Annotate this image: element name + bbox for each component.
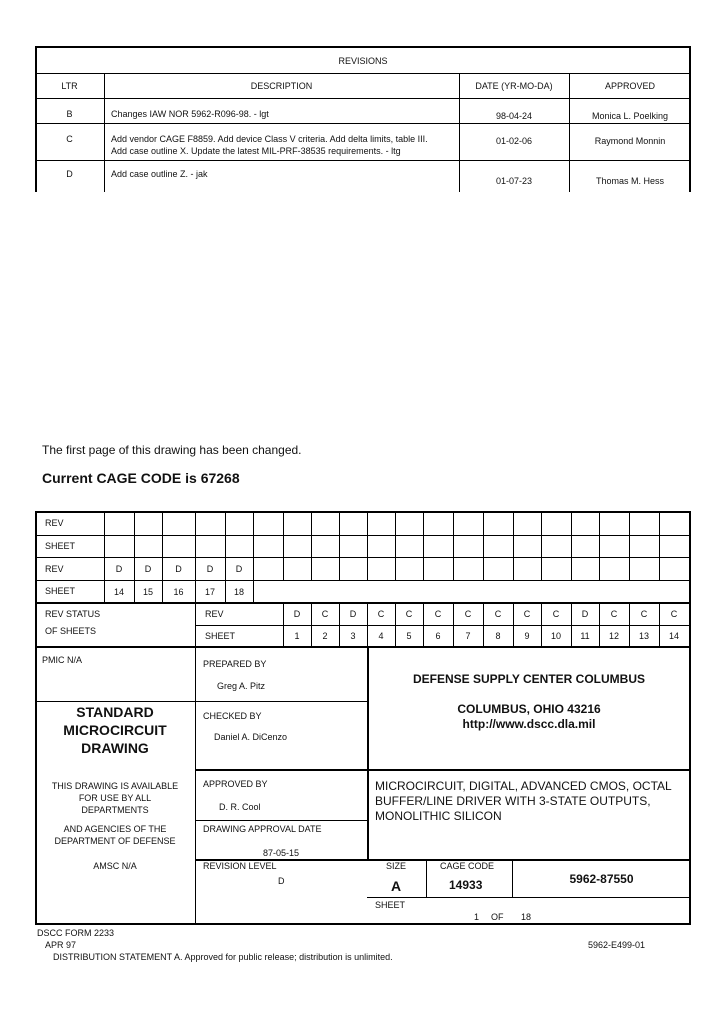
changed-notice: The first page of this drawing has been changed.	[42, 443, 302, 457]
drawing-title-line1: MICROCIRCUIT, DIGITAL, ADVANCED CMOS, OCTAL	[375, 779, 672, 793]
revisions-header-approved: APPROVED	[604, 81, 655, 91]
prepared-by-name: Greg A. Pitz	[217, 681, 266, 691]
rev-status-sheet-cell: 7	[465, 631, 471, 641]
rev-status-sheet-cell: 12	[608, 631, 619, 641]
availability-line3: DEPARTMENTS	[81, 805, 149, 815]
cage-code-label: CAGE CODE	[440, 861, 495, 871]
rev-status-rev-cell: C	[640, 609, 648, 619]
form-number: DSCC FORM 2233	[37, 928, 115, 938]
grid-sheet-cell: 15	[142, 587, 153, 597]
revision-row-approved: Monica L. Poelking	[591, 111, 669, 121]
drawing-title-line3: MONOLITHIC SILICON	[375, 809, 502, 823]
grid-sheet-cell: 17	[204, 587, 215, 597]
grid-rev-cell: D	[206, 564, 214, 574]
dscc-url[interactable]: http://www.dscc.dla.mil	[462, 717, 596, 731]
rev-status-rev-cell: C	[523, 609, 531, 619]
rev-status-sheet-cell: 3	[350, 631, 356, 641]
grid-sheet-cell: 14	[113, 587, 124, 597]
rev-status-rev-cell: C	[434, 609, 442, 619]
grid-rev-label: REV	[45, 564, 64, 574]
approval-date-label: DRAWING APPROVAL DATE	[203, 824, 322, 834]
grid-sheet-cell: 16	[173, 587, 184, 597]
grid-rev-label: REV	[45, 518, 64, 528]
revision-level-label: REVISION LEVEL	[203, 861, 277, 871]
prepared-by-label: PREPARED BY	[203, 659, 267, 669]
revision-row-description: Changes IAW NOR 5962-R096-98. - lgt	[111, 109, 269, 119]
sheet-number: 1	[474, 912, 480, 922]
revision-row-ltr: C	[66, 134, 73, 144]
rev-status-sheet-cell: 11	[580, 631, 590, 641]
drawing-number: 5962-87550	[569, 872, 634, 886]
revision-row-approved: Raymond Monnin	[594, 136, 666, 146]
revisions-title: REVISIONS	[338, 56, 388, 66]
rev-status-sheet-cell: 6	[435, 631, 441, 641]
rev-status-sheet-cell: 9	[524, 631, 530, 641]
rev-status-rev-cell: D	[349, 609, 357, 619]
revision-row-description: Add case outline Z. - jak	[111, 169, 208, 179]
rev-status-sheet-cell: 5	[406, 631, 412, 641]
pmic-label: PMIC N/A	[42, 655, 83, 665]
standard-title-line3: DRAWING	[81, 740, 149, 756]
standard-title-line2: MICROCIRCUIT	[63, 722, 167, 738]
size-label: SIZE	[386, 861, 407, 871]
revision-row-description-line2: Add case outline X. Update the latest MIL-PRF-38535 requirements. - ltg	[111, 146, 401, 156]
agencies-line1: AND AGENCIES OF THE	[63, 824, 167, 834]
revision-level-value: D	[278, 876, 285, 886]
rev-status-sheet-cell: 10	[550, 631, 561, 641]
distribution-statement: DISTRIBUTION STATEMENT A. Approved for public release; distribution is unlimited.	[53, 952, 393, 962]
sheet-label: SHEET	[375, 900, 406, 910]
rev-status-rev-cell: C	[610, 609, 618, 619]
grid-sheet-cell: 18	[233, 587, 244, 597]
rev-status-rev-cell: D	[293, 609, 301, 619]
revision-row-date: 98-04-24	[495, 111, 533, 121]
agencies-line2: DEPARTMENT OF DEFENSE	[54, 836, 176, 846]
grid-sheet-label: SHEET	[45, 586, 76, 596]
grid-sheet-label: SHEET	[45, 541, 76, 551]
rev-status-rev-label: REV	[205, 609, 224, 619]
availability-line2: FOR USE BY ALL	[78, 793, 152, 803]
rev-status-sheet-cell: 13	[638, 631, 649, 641]
rev-status-rev-cell: C	[405, 609, 413, 619]
revision-row-date: 01-02-06	[495, 136, 533, 146]
revision-row-ltr: B	[66, 109, 73, 119]
grid-rev-cell: D	[144, 564, 152, 574]
availability-line1: THIS DRAWING IS AVAILABLE	[51, 781, 179, 791]
rev-status-rev-cell: C	[670, 609, 678, 619]
dscc-city: COLUMBUS, OHIO 43216	[457, 702, 601, 716]
rev-status-rev-cell: C	[464, 609, 472, 619]
rev-status-sheet-label: SHEET	[205, 631, 236, 641]
rev-status-sheet-cell: 1	[294, 631, 300, 641]
rev-status-sheet-cell: 4	[378, 631, 384, 641]
checked-by-name: Daniel A. DiCenzo	[214, 732, 288, 742]
checked-by-label: CHECKED BY	[203, 711, 262, 721]
standard-title-line1: STANDARD	[76, 704, 154, 720]
rev-status-of-sheets-label: OF SHEETS	[45, 626, 97, 636]
form-date: APR 97	[45, 940, 77, 950]
revision-row-ltr: D	[66, 169, 73, 179]
drawing-title-line2: BUFFER/LINE DRIVER WITH 3-STATE OUTPUTS,	[375, 794, 651, 808]
amsc-label: AMSC N/A	[93, 861, 137, 871]
rev-status-rev-cell: C	[377, 609, 385, 619]
rev-status-rev-cell: D	[581, 609, 589, 619]
sheet-of-label: OF	[491, 912, 504, 922]
grid-rev-cell: D	[235, 564, 243, 574]
revisions-header-date: DATE (YR-MO-DA)	[475, 81, 553, 91]
rev-status-sheet-cell: 8	[495, 631, 501, 641]
rev-status-rev-cell: C	[494, 609, 502, 619]
approval-date-value: 87-05-15	[263, 848, 300, 858]
current-cage-code: Current CAGE CODE is 67268	[42, 470, 240, 486]
revision-row-description-line1: Add vendor CAGE F8859. Add device Class V criteria. Add delta limits, table III.	[111, 134, 428, 144]
document-id: 5962-E499-01	[588, 940, 646, 950]
approved-by-label: APPROVED BY	[203, 779, 268, 789]
cage-code-value: 14933	[449, 878, 483, 892]
rev-status-sheet-cell: 2	[322, 631, 328, 641]
rev-status-rev-cell: C	[321, 609, 329, 619]
rev-status-label: REV STATUS	[45, 609, 101, 619]
grid-rev-cell: D	[175, 564, 182, 574]
revision-row-date: 01-07-23	[495, 176, 533, 186]
rev-status-rev-cell: C	[552, 609, 560, 619]
dscc-name: DEFENSE SUPPLY CENTER COLUMBUS	[412, 672, 646, 686]
revision-row-approved: Thomas M. Hess	[595, 176, 664, 186]
size-value: A	[391, 878, 402, 894]
grid-rev-cell: D	[115, 564, 123, 574]
approved-by-name: D. R. Cool	[219, 802, 261, 812]
rev-status-sheet-cell: 14	[668, 631, 679, 641]
revisions-header-description: DESCRIPTION	[250, 81, 313, 91]
sheet-total: 18	[521, 912, 532, 922]
revisions-header-ltr: LTR	[61, 81, 78, 91]
